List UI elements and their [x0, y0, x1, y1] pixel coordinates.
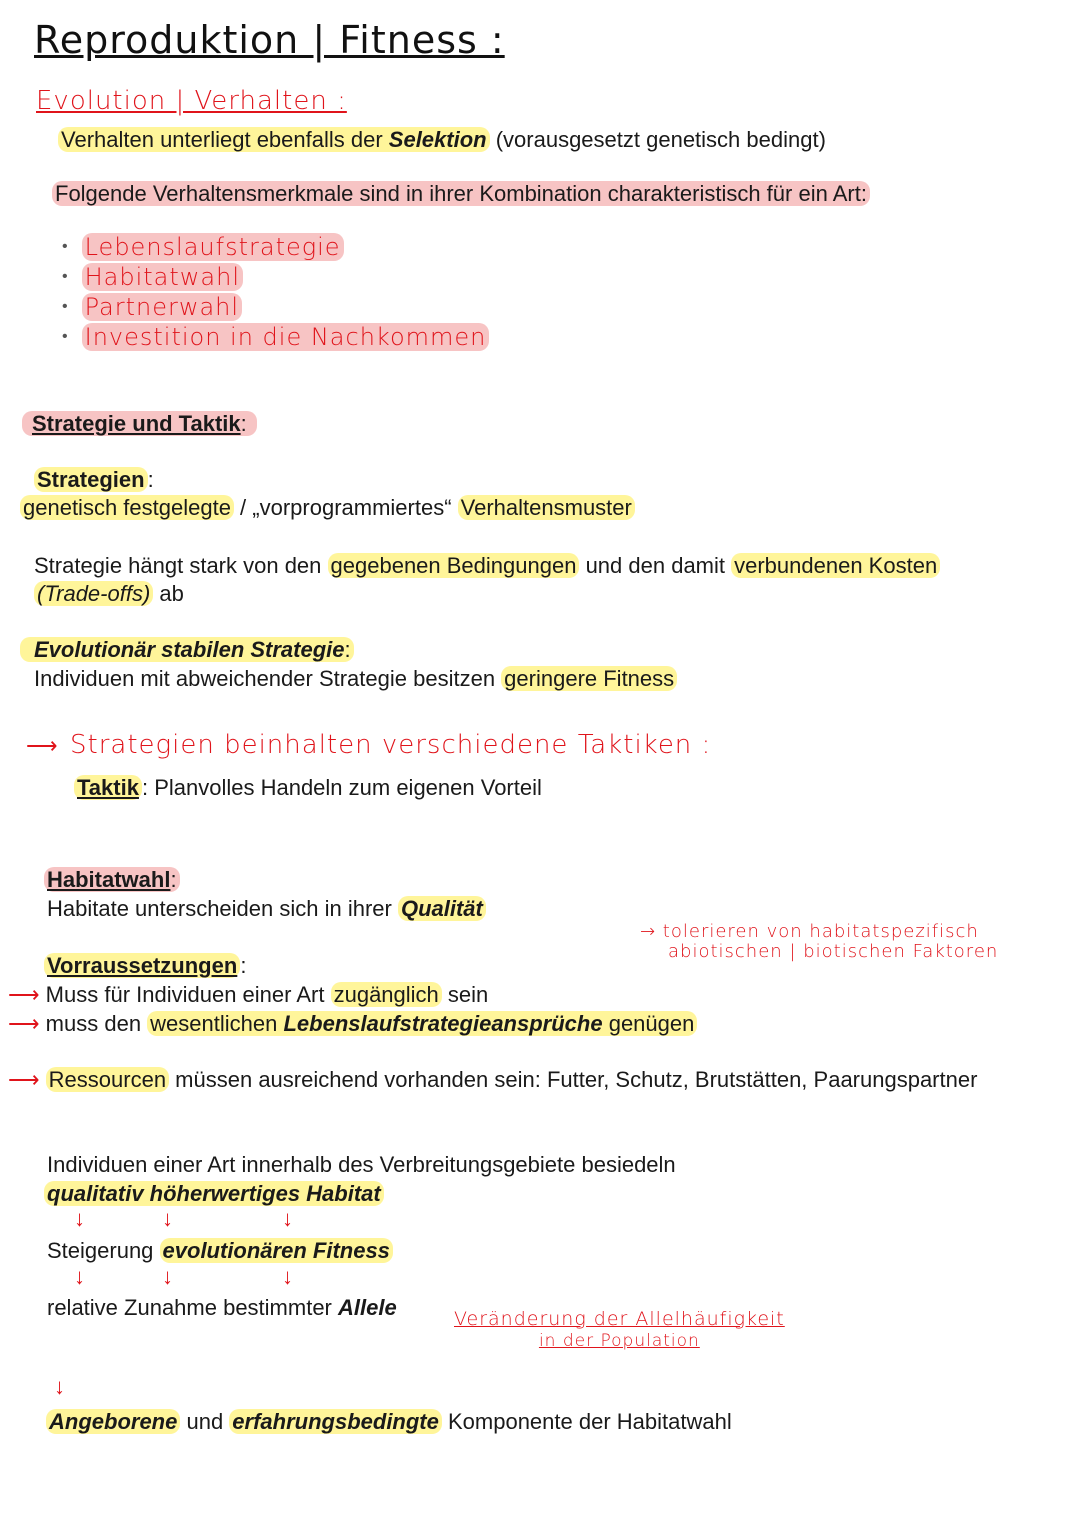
- dep-text: und den damit: [579, 553, 732, 578]
- flow-step-3: [47, 1237, 393, 1265]
- trait-label: Habitatwahl: [82, 263, 243, 291]
- page-title: Reproduktion | Fitness :: [34, 18, 505, 62]
- req-text: sein: [441, 982, 489, 1007]
- arrow-right-icon: ⟶: [26, 733, 58, 758]
- final-keyword: Angeborene: [46, 1409, 180, 1434]
- req-highlight: zugänglich: [331, 982, 442, 1007]
- requirements-label: Vorraussetzungen: [47, 953, 238, 978]
- list-item: [62, 322, 489, 352]
- bullet-icon: •: [62, 238, 68, 255]
- strategien-definition: [20, 494, 635, 522]
- label-colon: :: [240, 953, 247, 978]
- req-text: müssen ausreichend vorhanden sein: Futter, Schutz, Brutstätten, Paarungspartner: [169, 1067, 978, 1092]
- arrow-down-icon: ↓: [162, 1264, 173, 1289]
- def-part-c: Verhaltensmuster: [458, 495, 635, 520]
- list-item: [62, 292, 489, 322]
- req-text: muss den: [45, 1011, 148, 1036]
- trait-label: Lebenslaufstrategie: [82, 233, 344, 261]
- requirement-item: [8, 1010, 697, 1038]
- tolerance-note-line1: → tolerieren von habitatspezifisch: [640, 921, 979, 942]
- strategy-dependency-line2: [34, 580, 184, 608]
- allele-note-line2: in der Population: [538, 1331, 700, 1351]
- selection-line: [58, 126, 826, 154]
- flow-step-4: [47, 1294, 397, 1322]
- taktik-definition: [74, 774, 542, 802]
- taktik-text: Planvolles Handeln zum eigenen Vorteil: [148, 775, 542, 800]
- strategien-label: Strategien: [37, 467, 145, 492]
- flow-step-2-text: qualitativ höherwertiges Habitat: [44, 1181, 384, 1206]
- ess-label: Evolutionär stabilen Strategie: [34, 637, 345, 662]
- habitat-heading-text: Habitatwahl: [47, 867, 171, 892]
- final-text: und: [180, 1409, 230, 1434]
- trait-label: Partnerwahl: [82, 293, 242, 321]
- strategien-label-line: [34, 466, 154, 494]
- req-highlight: genügen: [602, 1011, 695, 1036]
- dep-highlight: verbundenen Kosten: [731, 553, 940, 578]
- requirements-label-line: [44, 952, 246, 980]
- flow-step-2: [44, 1180, 384, 1208]
- quality-text: Habitate unterscheiden sich in ihrer: [47, 896, 398, 921]
- flow-text: Steigerung: [47, 1238, 160, 1263]
- dep-text: ab: [153, 581, 184, 606]
- tactics-note-text: Strategien beinhalten verschiedene Taktiken :: [70, 730, 712, 760]
- arrow-down-icon: ↓: [282, 1264, 293, 1289]
- req-highlight: Ressourcen: [46, 1067, 169, 1092]
- arrow-down-icon: ↓: [54, 1374, 65, 1399]
- strategy-dependency-line1: [34, 552, 940, 580]
- final-line: [46, 1408, 732, 1436]
- tolerance-note-line2: abiotischen | biotischen Faktoren: [668, 941, 999, 962]
- ess-highlight: geringere Fitness: [501, 666, 677, 691]
- flow-keyword: Allele: [338, 1295, 397, 1320]
- allele-note: [454, 1308, 785, 1352]
- req-text: Muss für Individuen einer Art: [45, 982, 331, 1007]
- bullet-icon: •: [62, 268, 68, 285]
- arrow-down-icon: ↓: [74, 1264, 85, 1289]
- arrow-right-icon: ⟶: [8, 1011, 40, 1036]
- bullet-icon: •: [62, 298, 68, 315]
- section-heading-habitat: [44, 866, 180, 894]
- dep-text: Strategie hängt stark von den: [34, 553, 328, 578]
- flow-arrows-row-1: [74, 1206, 314, 1236]
- arrow-down-icon: ↓: [162, 1206, 173, 1231]
- list-item: [62, 262, 489, 292]
- selection-line-pre: Verhalten unterliegt ebenfalls der: [61, 127, 389, 152]
- habitat-quality-line: [47, 895, 486, 923]
- ess-label-line: [34, 636, 354, 664]
- arrow-right-icon: ⟶: [8, 1067, 40, 1092]
- trait-label: Investition in die Nachkommen: [82, 323, 490, 351]
- label-colon: :: [147, 467, 154, 492]
- ess-text: Individuen mit abweichender Strategie besitzen: [34, 666, 502, 691]
- req-highlight: wesentlichen: [150, 1011, 284, 1036]
- traits-list: [62, 232, 489, 352]
- section-heading-strategy: [22, 410, 257, 438]
- allele-note-line1: Veränderung der Allelhäufigkeit: [454, 1308, 785, 1330]
- traits-intro: [52, 180, 870, 208]
- trade-offs: (Trade-offs): [34, 581, 153, 606]
- req-keyword: Lebenslaufstrategieansprüche: [283, 1011, 603, 1036]
- requirement-item: [8, 1066, 977, 1094]
- final-keyword: erfahrungsbedingte: [229, 1409, 442, 1434]
- tolerance-note: [640, 922, 998, 962]
- final-text: Komponente der Habitatwahl: [441, 1409, 732, 1434]
- def-part-a: genetisch festgelegte: [20, 495, 234, 520]
- flow-text: relative Zunahme bestimmter: [47, 1295, 338, 1320]
- label-colon: :: [344, 637, 351, 662]
- bullet-icon: •: [62, 328, 68, 345]
- ess-definition: [34, 665, 677, 693]
- requirement-item: [8, 981, 488, 1009]
- flow-step-1: Individuen einer Art innerhalb des Verbreitungsgebiete besiedeln: [47, 1152, 676, 1177]
- label-colon: :: [141, 775, 149, 800]
- selection-line-post: (vorausgesetzt genetisch bedingt): [489, 127, 826, 152]
- selection-keyword: Selektion: [388, 127, 487, 152]
- list-item: [62, 232, 489, 262]
- arrow-right-icon: ⟶: [8, 982, 40, 1007]
- def-part-b: / „vorprogrammiertes“: [233, 495, 458, 520]
- dep-highlight: gegebenen Bedingungen: [328, 553, 580, 578]
- tactics-note: [26, 730, 711, 760]
- arrow-down-icon: ↓: [282, 1206, 293, 1231]
- arrow-down-icon: ↓: [74, 1206, 85, 1231]
- taktik-label: Taktik: [77, 775, 139, 800]
- quality-keyword: Qualität: [398, 896, 486, 921]
- heading-colon: :: [170, 867, 177, 892]
- strategy-heading-text: Strategie und Taktik: [32, 411, 241, 436]
- traits-intro-text: Folgende Verhaltensmerkmale sind in ihrer Kombination charakteristisch für ein Art:: [52, 181, 870, 206]
- flow-arrows-row-2: [74, 1264, 314, 1294]
- section-heading-evolution: Evolution | Verhalten :: [36, 86, 347, 116]
- heading-colon: :: [240, 411, 247, 436]
- flow-keyword: evolutionären Fitness: [160, 1238, 393, 1263]
